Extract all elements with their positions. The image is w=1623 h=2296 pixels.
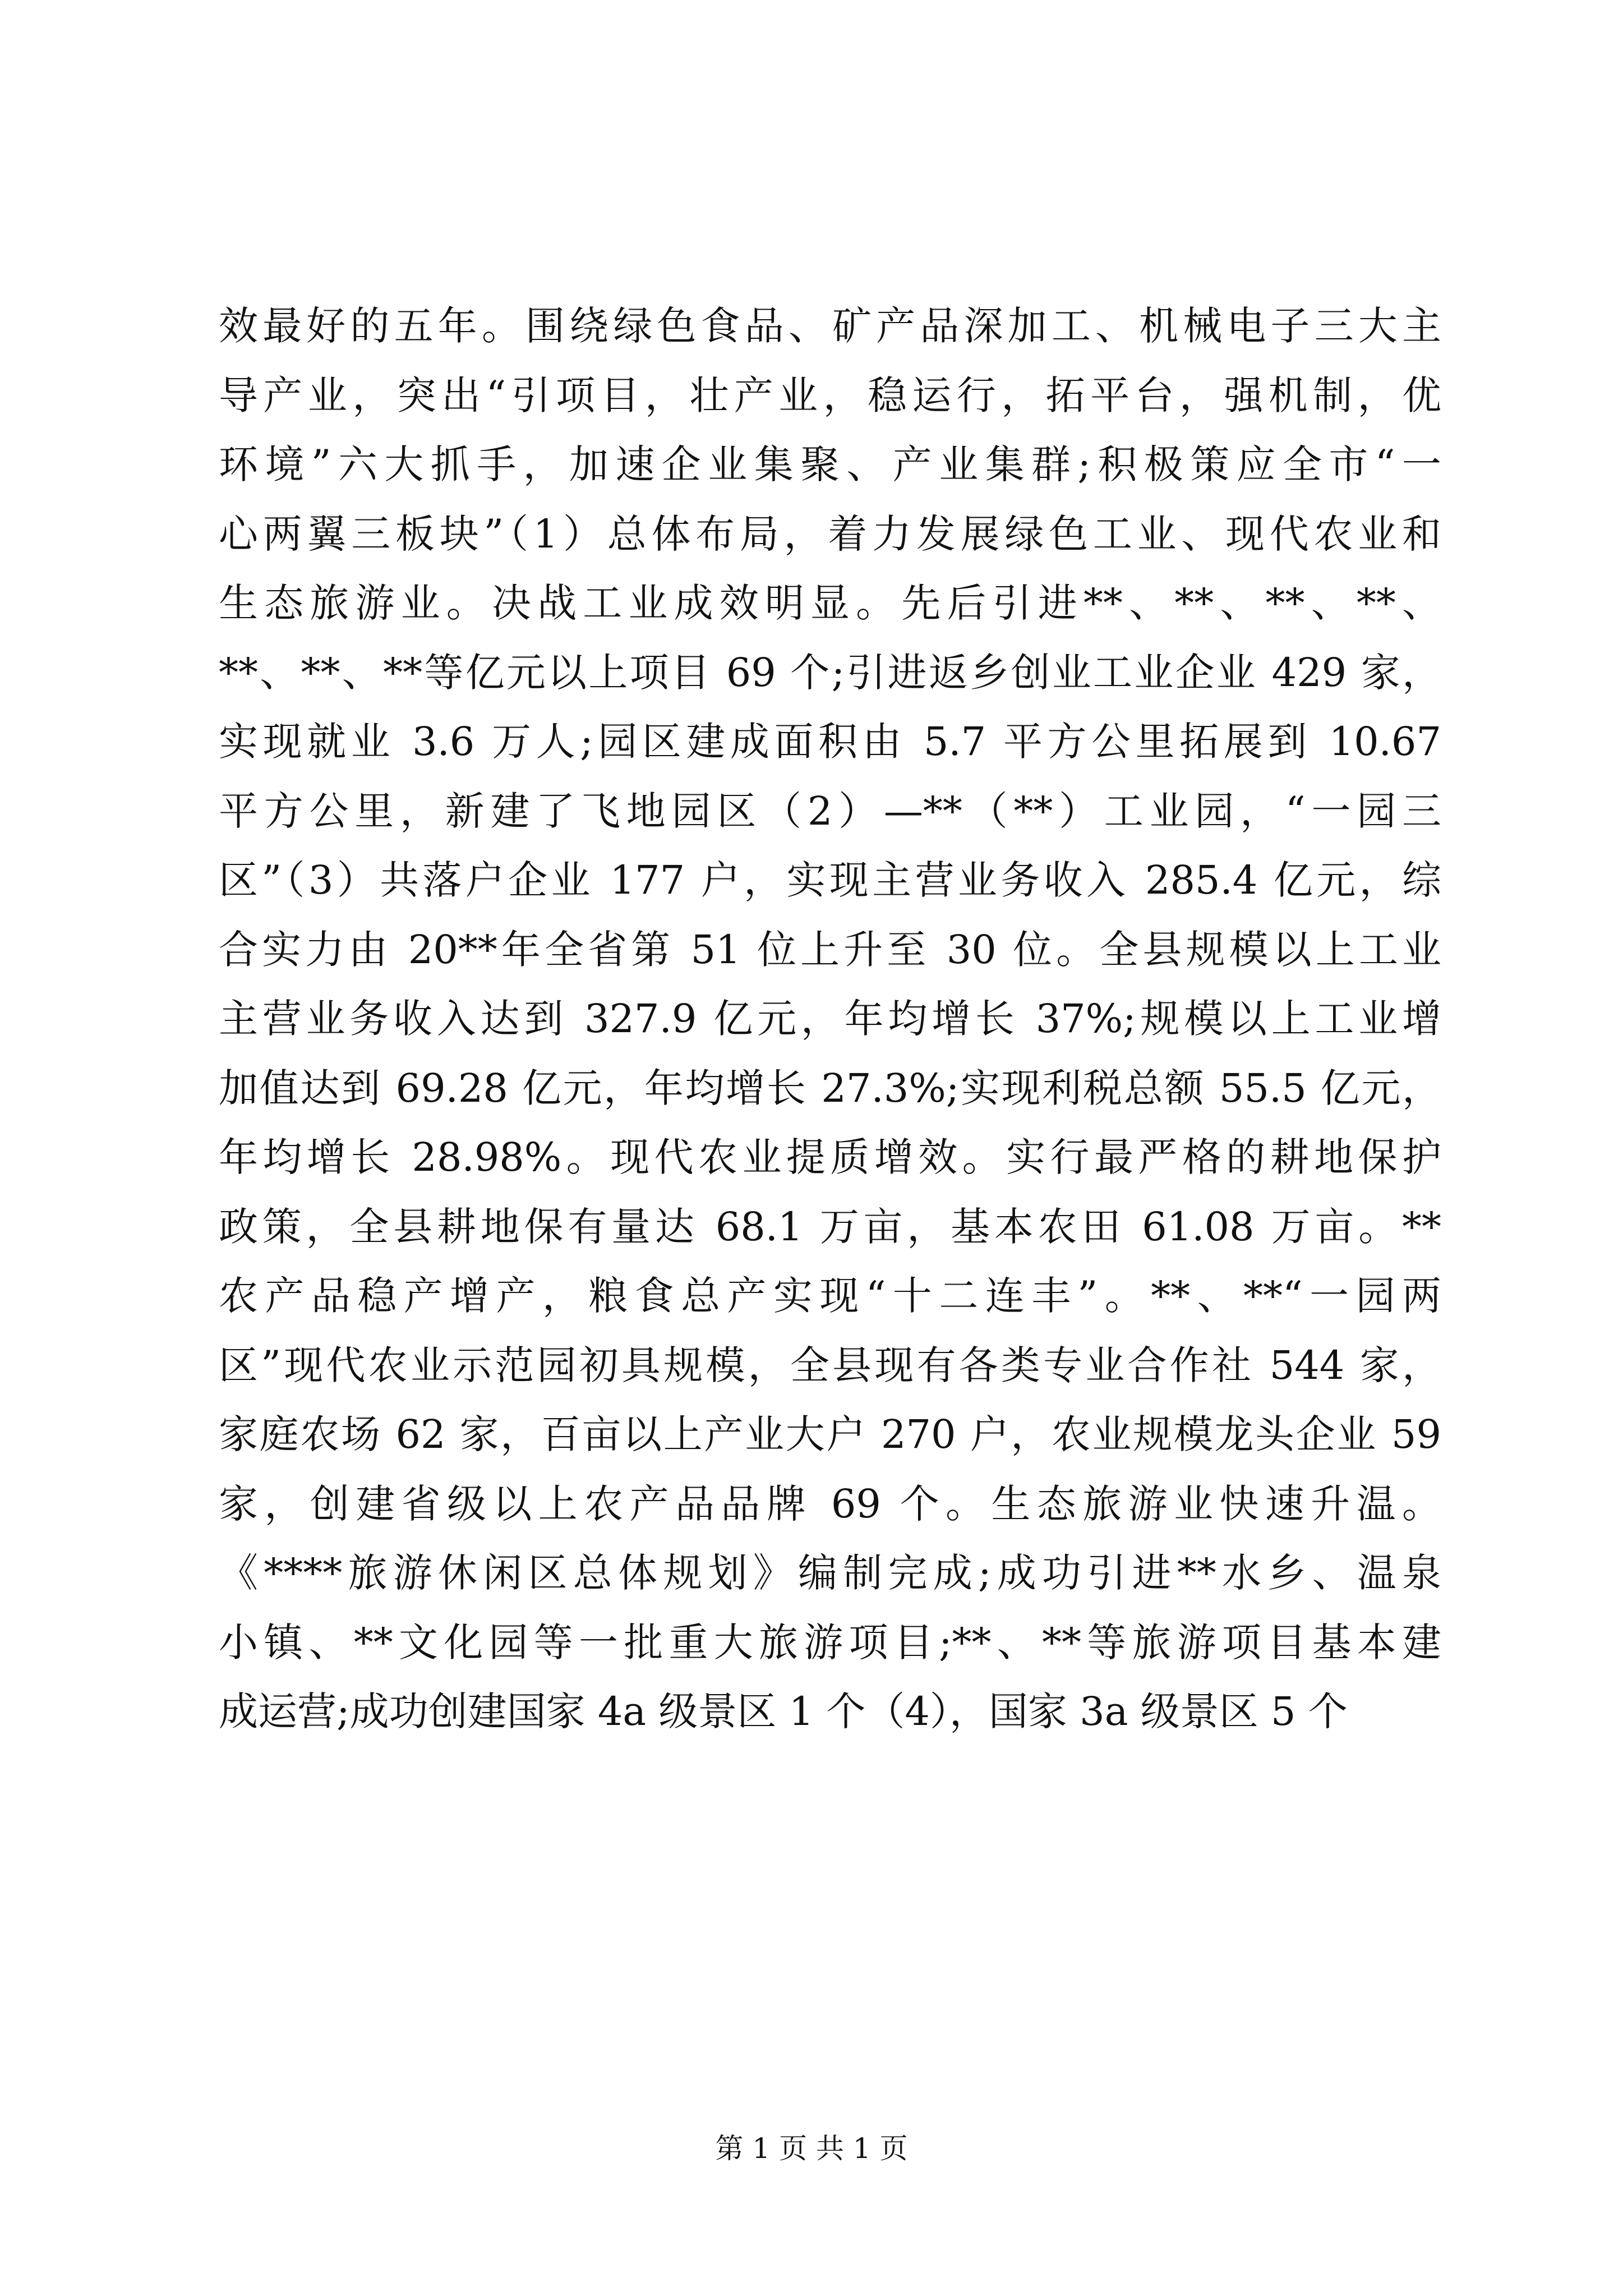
body-text [219,292,1441,1747]
text-line-7: 实现就业 3.6 万人;园区建成面积由 5.7 平方公里拓展到 10.67 [219,719,1441,765]
page-footer [0,2126,1623,2166]
text-line-8: 平方公里，新建了飞地园区（2）—**（**）工业园，“一园三 [219,788,1441,834]
page-number-label: 第 1 页 共 1 页 [715,2132,908,2165]
text-line-4: 心两翼三板块”（1）总体布局，着力发展绿色工业、现代农业和 [219,510,1441,557]
text-line-11: 主营业务收入达到 327.9 亿元，年均增长 37%;规模以上工业增 [219,996,1441,1042]
text-line-6: **、**、**等亿元以上项目 69 个;引进返乡创业工业企业 429 家， [219,649,1441,696]
text-line-16: 区”现代农业示范园初具规模，全县现有各类专业合作社 544 家， [219,1342,1441,1388]
text-line-2: 导产业，突出“引项目，壮产业，稳运行，拓平台，强机制，优 [219,372,1441,418]
text-line-21: 成运营;成功创建国家 4a 级景区 1 个（4），国家 3a 级景区 5 个 [219,1688,1348,1734]
text-line-17: 家庭农场 62 家，百亩以上产业大户 270 户，农业规模龙头企业 59 [219,1411,1441,1457]
text-line-15: 农产品稳产增产，粮食总产实现“十二连丰”。**、**“一园两 [219,1273,1441,1319]
text-line-18: 家，创建省级以上农产品品牌 69 个。生态旅游业快速升温。 [219,1480,1441,1527]
text-line-20: 小镇、**文化园等一批重大旅游项目;**、**等旅游项目基本建 [219,1619,1441,1665]
text-line-5: 生态旅游业。决战工业成效明显。先后引进**、**、**、**、 [219,580,1441,626]
text-line-12: 加值达到 69.28 亿元，年均增长 27.3%;实现利税总额 55.5 亿元， [219,1065,1441,1111]
text-line-19: 《****旅游休闲区总体规划》编制完成;成功引进**水乡、温泉 [219,1550,1441,1596]
text-line-10: 合实力由 20**年全省第 51 位上升至 30 位。全县规模以上工业 [219,926,1441,973]
text-line-3: 环境”六大抓手，加速企业集聚、产业集群;积极策应全市“一 [219,441,1441,487]
text-line-14: 政策，全县耕地保有量达 68.1 万亩，基本农田 61.08 万亩。** [219,1203,1441,1250]
text-line-13: 年均增长 28.98%。现代农业提质增效。实行最严格的耕地保护 [219,1134,1441,1180]
text-line-1: 效最好的五年。围绕绿色食品、矿产品深加工、机械电子三大主 [219,303,1441,349]
text-line-9: 区”（3）共落户企业 177 户，实现主营业务收入 285.4 亿元，综 [219,857,1441,903]
